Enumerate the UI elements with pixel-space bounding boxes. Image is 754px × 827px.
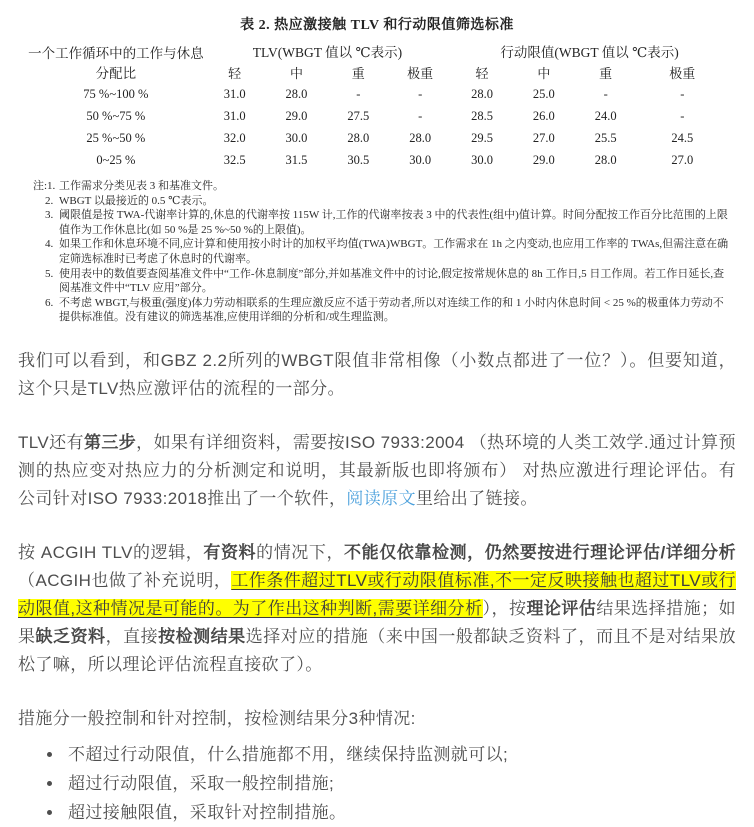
cell-value: 27.5 [347,109,370,123]
cell-value: 24.5 [671,131,694,145]
col-header-veryheavy-action: 极重 [669,66,696,81]
table-row [28,105,728,127]
cell-value: 27.0 [671,153,694,167]
note-marker: 4. [45,238,54,251]
paragraph-commentary [18,347,736,403]
cell-value: 28.0 [594,153,617,167]
col-header-heavy-action: 重 [599,66,613,81]
cell-value: 28.0 [409,131,432,145]
paragraph-text: ，直接 [105,626,159,646]
paragraph-measures-intro [18,705,736,733]
cell-value: 24.0 [594,109,617,123]
paragraph-text: ），按 [482,598,527,618]
read-original-link[interactable]: 阅读原文 [346,488,416,508]
paragraph-text: TLV还有 [18,432,84,452]
list-item [64,770,736,798]
bold-not-only-testing: 不能仅依靠检测，仍然要按进行理论评估/详细分析 [344,542,736,562]
cell-value: - [356,87,361,101]
cell-value: 32.0 [223,131,246,145]
note-marker: 3. [45,209,54,222]
col-header-heavy-tlv: 重 [351,66,365,81]
col-header-moderate-action: 中 [537,66,551,81]
note-text: WBGT 以最接近的 0.5 ℃表示。 [59,194,214,207]
cell-value: 28.5 [471,109,493,123]
cell-value: 25.5 [594,131,617,145]
list-item-text: 超过接触限值，采取针对控制措施。 [68,802,347,822]
paragraph-third-step [18,429,736,513]
measures-list [64,741,736,827]
article-body [18,347,736,827]
bold-has-data: 有资料 [203,542,257,562]
note-text: 阈限值是按 TWA-代谢率计算的,休息的代谢率按 115W 计,工作的代谢率按表 3 中的代表性(组中)值计算。时间分配按工作百分比范围的上限值作为工作休息比(如 50 %是 25 %~50 %的上限值)。 [59,209,728,236]
row-label: 50 %~75 % [86,109,146,123]
table-row [28,83,728,105]
row-label: 25 %~50 % [86,131,146,145]
cell-value: - [603,87,608,101]
cell-value: 29.5 [471,131,493,145]
cell-value: 28.0 [285,87,308,101]
bold-lack-of-data: 缺乏资料 [35,626,106,646]
scanned-table-section [0,0,754,325]
paragraph-text: 选择对应的措施（来中国一般都缺乏资料了，而且不是对结果放松了嘛，所以理论评估流程直接砍了）。 [18,626,736,674]
cell-value: - [418,87,423,101]
paragraph-text: 按 ACGIH TLV的逻辑， [18,542,204,562]
row-label: 0~25 % [96,153,136,167]
col-header-moderate-tlv: 中 [289,66,303,81]
bold-by-test-results: 按检测结果 [158,626,246,646]
table-note-4 [33,237,733,266]
action-limit-group-header: 行动限值(WBGT 值以 ℃表示) [500,45,679,60]
bold-theoretical-evaluation: 理论评估 [526,598,597,618]
cell-value: - [418,109,423,123]
col-header-light-action: 轻 [475,66,489,81]
table-title: 表 2. 热应激接触 TLV 和行动限值筛选标准 [240,18,514,33]
cell-value: 30.0 [471,153,493,167]
cell-value: 30.0 [409,153,432,167]
paragraph-acgih-logic [18,539,736,679]
col-header-veryheavy-tlv: 极重 [407,66,434,81]
cell-value: 32.5 [223,153,246,167]
note-text: 使用表中的数值要查阅基准文件中“工作-休息制度”部分,并如基准文件中的讨论,假定按常规休息的 8h 工作日,5 日工作周。若工作日延长,查阅基准文件中“TLV 应用”部分。 [59,267,725,295]
note-marker: 2. [45,194,54,207]
paragraph-text: （ACGIH也做了补充说明， [18,570,232,590]
table-row [28,127,728,149]
tlv-group-header: TLV(WBGT 值以 ℃表示) [252,45,403,60]
cell-value: 28.0 [471,87,493,101]
paragraph-text: ，如果有详细资料，需要按ISO 7933:2004 （热环境的人类工效学.通过计算预测的热应变对热应力的分析测定和说明，其最新版也即将颁布） 对热应激进行理论评估。有公司针对ISO 7933:2018推出了一个软件， [18,432,736,508]
list-item-text: 超过行动限值，采取一般控制措施; [68,773,335,793]
cell-value: - [680,87,685,101]
cell-value: 29.0 [532,153,555,167]
paragraph-text: 措施分一般控制和针对控制，按检测结果分3种情况: [18,708,416,728]
bold-third-step: 第三步 [83,432,137,452]
table-note-2 [33,194,733,209]
cell-value: 29.0 [285,109,308,123]
cell-value: 31.5 [285,153,308,167]
list-item [64,741,736,769]
paragraph-text: 我们可以看到，和GBZ 2.2所列的WBGT限值非常相像（小数点都进了一位？）。但要知道，这个只是TLV热应激评估的流程的一部分。 [18,350,736,398]
note-marker: 5. [45,267,54,280]
table-notes [33,179,733,325]
table-row-header: 一个工作循环中的工作与休息分配比 [28,45,204,81]
table-group-header-row [28,40,728,62]
cell-value: 30.5 [347,153,370,167]
row-label: 75 %~100 % [83,87,149,101]
note-marker: 6. [45,296,54,309]
table-note-3 [33,208,733,237]
table-note-5 [33,267,733,296]
cell-value: 28.0 [347,131,370,145]
cell-value: 27.0 [532,131,555,145]
note-text: 工作需求分类见表 3 和基准文件。 [59,180,224,192]
paragraph-text: 里给出了链接。 [415,488,538,508]
paragraph-text: 结果选择措施；如果 [18,598,736,646]
col-header-light-tlv: 轻 [228,66,242,81]
note-text: 不考虑 WBGT,与极重(强度)体力劳动相联系的生理应激反应不适于劳动者,所以对连续工作的和 1 小时内休息时间 < 25 %的极重体力劳动不提供标准值。没有建议的筛选基准,应使用详细的分析和/或生理监测。 [59,296,724,324]
cell-value: - [680,109,685,123]
cell-value: 31.0 [223,109,246,123]
cell-value: 30.0 [285,131,308,145]
paragraph-text: 的情况下， [256,542,345,562]
note-text: 如果工作和休息环境不同,应计算和使用按小时计的加权平均值(TWA)WBGT。工作需求在 1h 之内变动,也应用工作率的 TWAs,但需注意在确定筛选标准时已考虑了休息时的代谢率。 [59,238,729,265]
cell-value: 31.0 [223,87,246,101]
note-marker: 注:1. [33,180,56,192]
table-note-1 [33,179,733,194]
list-item-text: 不超过行动限值，什么措施都不用，继续保持监测就可以; [68,744,509,764]
cell-value: 25.0 [532,87,555,101]
tlv-screening-table [28,40,728,171]
highlighted-note: 工作条件超过TLV或行动限值标准,不一定反映接触也超过TLV或行动限值,这种情况是可能的。为了作出这种判断,需要详细分析 [18,570,736,618]
table-row [28,149,728,171]
table-note-6 [33,296,733,325]
list-item [64,799,736,827]
cell-value: 26.0 [532,109,555,123]
